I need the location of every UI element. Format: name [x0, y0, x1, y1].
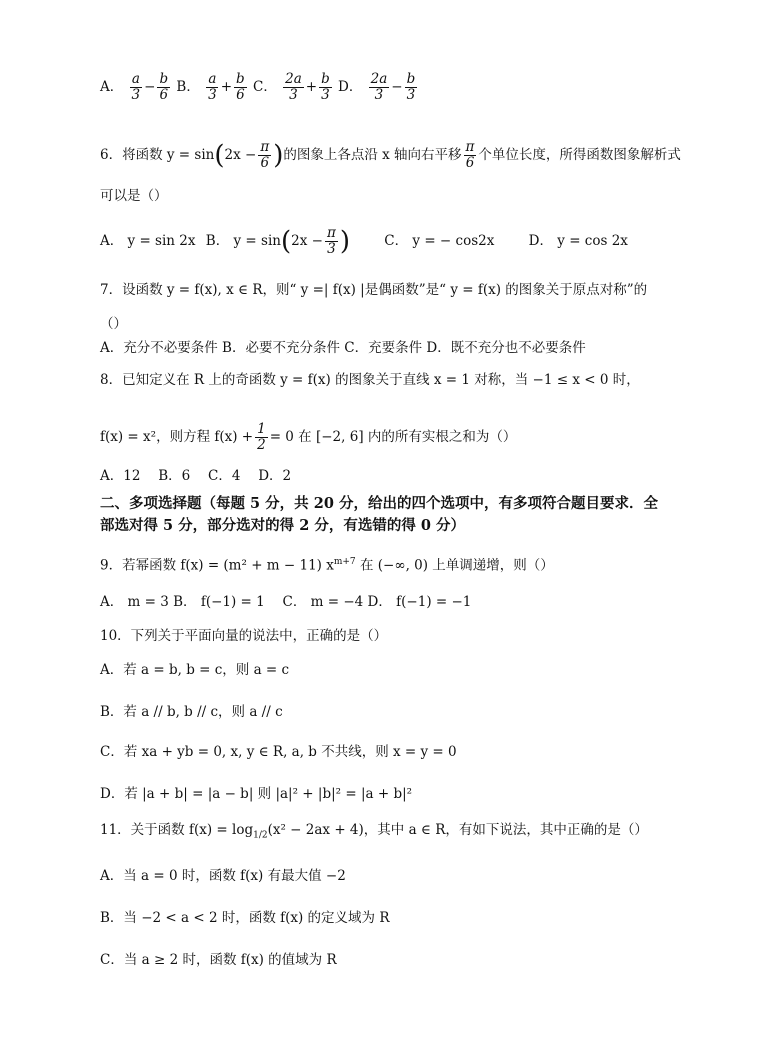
q11-option-a: A．当 a = 0 时，函数 f(x) 有最大值 −2	[100, 868, 346, 884]
section2-heading-line1: 二、多项选择题（每题 5 分，共 20 分，给出的四个选项中，有多项符合题目要求．全	[100, 495, 658, 512]
q6-arg-frac: $\frac{\pi}{6}$	[260, 139, 270, 171]
q6-option-b-frac: $\frac{\pi}{3}$	[326, 225, 336, 257]
q5-option-c-frac1: $\frac{2a}{3}$	[285, 71, 302, 103]
q10-stem: 10．下列关于平面向量的说法中，正确的是（）	[100, 628, 388, 644]
q10-option-b: B．若 a // b, b // c，则 a // c	[100, 704, 283, 720]
q9-stem: 9．若幂函数 f(x) = (m² + m − 11) $x^{m+7}$ 在 (−∞, 0) 上单调递增，则（）	[100, 557, 554, 574]
q5-option-d-label: D．	[338, 79, 363, 95]
q5-option-a-label: A．	[100, 79, 124, 95]
q5-option-c-frac2: $\frac{b}{3}$	[321, 71, 330, 103]
section2-heading-line2: 部选对得 5 分，部分选对的得 2 分，有选错的得 0 分）	[100, 517, 466, 534]
q5-option-d-frac1: $\frac{2a}{3}$	[370, 71, 388, 103]
q11-option-c: C．当 a ≥ 2 时，函数 f(x) 的值域为 R	[100, 952, 337, 968]
q10-option-d: D．若 |a + b| = |a − b| 则 |a|² + |b|² = |a + b|²	[100, 786, 413, 802]
q11-option-b: B．当 −2 < a < 2 时，函数 f(x) 的定义域为 R	[100, 910, 390, 926]
q8-stem: 8．已知定义在 R 上的奇函数 y = f(x) 的图象关于直线 x = 1 对称，当 −1 ≤ x < 0 时，	[100, 372, 640, 388]
q6-option-b: B． y = sin	[205, 233, 281, 249]
q6-option-d: D． y = cos 2x	[528, 233, 628, 249]
q5-option-c-label: C．	[252, 79, 277, 95]
q10-option-a: A．若 a = b, b = c，则 a = c	[100, 662, 290, 678]
q5-option-a-frac2: $\frac{b}{6}$	[159, 71, 169, 103]
q5-option-b-label: B．	[176, 79, 200, 95]
q5-option-a-frac1: $\frac{a}{3}$	[131, 71, 141, 103]
q5-options: A． $\frac{a}{3}$ − $\frac{b}{6}$ B． $\frac{a}{3}$ + $\frac{b}{6}$ C． $\frac{2a}{3}$ + $\frac{b}{3}$ D． $\frac{2a}{3}$ − $\frac{b}{3}$	[100, 71, 416, 103]
q8-line2: f(x) = x²，则方程 f(x) + $\frac{1}{2}$ = 0 在 [−2, 6] 内的所有实根之和为（）	[100, 421, 517, 453]
q6-line2: 可以是（）	[100, 188, 168, 204]
q6-shift-frac: $\frac{\pi}{6}$	[465, 139, 475, 171]
q8-frac: $\frac{1}{2}$	[257, 421, 266, 453]
q11-stem: 11．关于函数 $f(x) = \log_{1/2}(x^2 - 2ax + 4)$，其中 a ∈ R，有如下说法，其中正确的是（）	[100, 822, 648, 841]
q5-option-d-frac2: $\frac{b}{3}$	[406, 71, 416, 103]
q7-stem: 7．设函数 y = f(x), x ∈ R，则“ y =| f(x) |是偶函数”是“ y = f(x) 的图象关于原点对称”的	[100, 282, 648, 298]
q5-option-b-frac1: $\frac{a}{3}$	[208, 71, 217, 103]
q9-options: A． m = 3 B． f(−1) = 1 C． m = −4 D． f(−1) = −1	[100, 594, 472, 610]
q6-options: A． y = sin 2x B． y = sin(2x − $\frac{\pi}{3}$ ) C． y = − cos2x D． y = cos 2x	[100, 225, 628, 257]
q7-line2: （）	[100, 316, 127, 332]
q6-option-a: A． y = sin 2x	[100, 233, 196, 249]
q5-option-b-frac2: $\frac{b}{6}$	[236, 71, 245, 103]
q6-stem: 6．将函数 y = sin(2x − $\frac{\pi}{6}$ )的图象上各点沿 x 轴向右平移 $\frac{\pi}{6}$ 个单位长度，所得函数图象解析式	[100, 139, 681, 171]
q6-option-c: C． y = − cos2x	[384, 233, 495, 249]
q7-options: A．充分不必要条件 B．必要不充分条件 C．充要条件 D．既不充分也不必要条件	[100, 340, 586, 356]
q10-option-c: C．若 xa + yb = 0, x, y ∈ R, a, b 不共线，则 x = y = 0	[100, 744, 457, 760]
q8-options: A．12 B．6 C．4 D．2	[100, 468, 292, 484]
